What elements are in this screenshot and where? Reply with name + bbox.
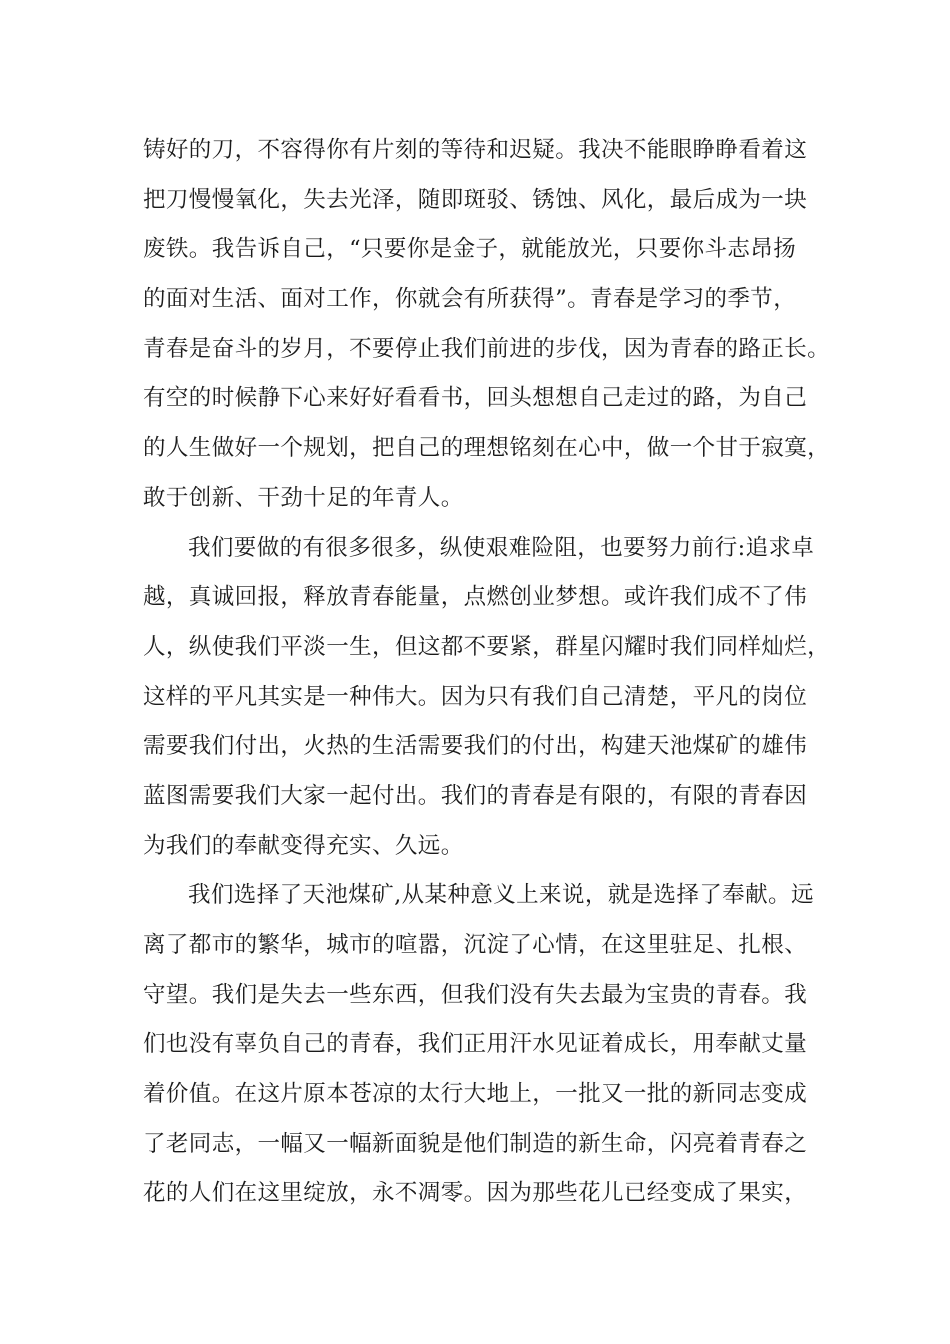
text-line: 把刀慢慢氧化，失去光泽，随即斑驳、锈蚀、风化，最后成为一块 <box>143 186 808 213</box>
text-line: 这样的平凡其实是一种伟大。因为只有我们自己清楚，平凡的岗位 <box>143 683 808 710</box>
text-line: 青春是奋斗的岁月，不要停止我们前进的步伐，因为青春的路正长。 <box>143 335 831 362</box>
text-line: 离了都市的繁华，城市的喧嚣，沉淀了心情，在这里驻足、扎根、 <box>143 932 808 958</box>
text-line: 有空的时候静下心来好好看看书，回头想想自己走过的路，为自己 <box>143 385 808 412</box>
text-line: 需要我们付出，火热的生活需要我们的付出，构建天池煤矿的雄伟 <box>143 733 808 760</box>
text-line: 为我们的奉献变得充实、久远。 <box>143 832 464 859</box>
text-line: 越，真诚回报，释放青春能量，点燃创业梦想。或许我们成不了伟 <box>143 584 808 611</box>
text-line: 蓝图需要我们大家一起付出。我们的青春是有限的，有限的青春因 <box>143 782 808 809</box>
text-line: 着价值。在这片原本苍凉的太行大地上，一批又一批的新同志变成 <box>143 1081 808 1108</box>
text-line: 们也没有辜负自己的青春，我们正用汗水见证着成长，用奉献丈量 <box>143 1031 808 1058</box>
document-body <box>143 126 833 1219</box>
text-line: 废铁。我告诉自己，“只要你是金子，就能放光，只要你斗志昂扬 <box>143 236 797 263</box>
text-line: 人，纵使我们平淡一生，但这都不要紧，群星闪耀时我们同样灿烂， <box>143 633 831 660</box>
text-line: 的人生做好一个规划，把自己的理想铭刻在心中，做一个甘于寂寞， <box>143 435 831 462</box>
text-line: 铸好的刀，不容得你有片刻的等待和迟疑。我决不能眼睁睁看着这 <box>143 137 808 163</box>
text-line: 的面对生活、面对工作，你就会有所获得”。青春是学习的季节， <box>143 286 797 313</box>
text-line: 我们选择了天池煤矿,从某种意义上来说，就是选择了奉献。远 <box>188 882 814 909</box>
text-line: 花的人们在这里绽放，永不凋零。因为那些花儿已经变成了果实， <box>143 1180 808 1207</box>
text-line: 守望。我们是失去一些东西，但我们没有失去最为宝贵的青春。我 <box>143 981 808 1008</box>
text-line: 我们要做的有很多很多，纵使艰难险阻，也要努力前行:追求卓 <box>188 534 815 561</box>
text-line: 敢于创新、干劲十足的年青人。 <box>143 484 464 511</box>
text-line: 了老同志，一幅又一幅新面貌是他们制造的新生命，闪亮着青春之 <box>143 1130 808 1157</box>
